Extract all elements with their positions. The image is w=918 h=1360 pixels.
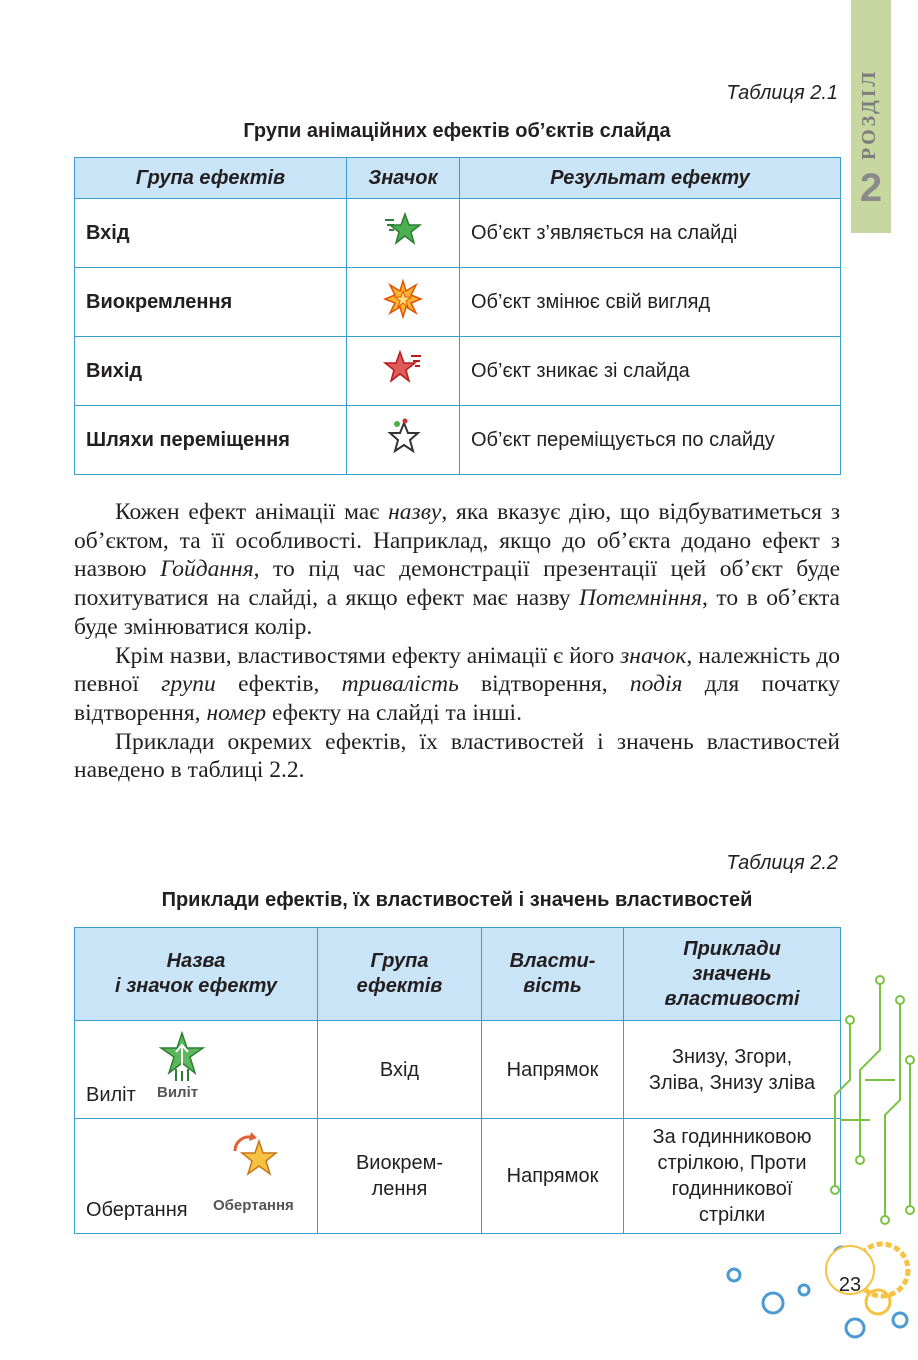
chapter-tab-word: РОЗДІЛ <box>858 68 880 160</box>
table2-title: Приклади ефектів, їх властивостей і значень властивостей <box>161 889 753 911</box>
effect-cell <box>75 1021 318 1119</box>
table2-header-property: Власти- вість <box>482 928 624 1021</box>
green-star-entrance-icon <box>383 210 423 250</box>
paragraph-1: Кожен ефект анімації має назву, яка вказує дію, що відбуватиметься з об’єктом, та її особливості. Наприклад, якщо до об’єкта додано ефект з назвою Гойдання, то під час демонстрації презентації цей об’єкт буде похитуватися на слайді, а якщо ефект має назву Потемніння, то в об’єкта буде змінюватися колір. <box>74 499 841 640</box>
table2-header-name: Назва і значок ефекту <box>75 928 318 1021</box>
effect-property: Напрямок <box>482 1119 624 1234</box>
table1-result-cell: Об’єкт з’являється на слайді <box>460 199 841 268</box>
paragraph-2: Крім назви, властивостями ефекту анімації є його значок, належність до певної групи ефектів, тривалість відтворення, подія для початку відтворення, номер ефекту на слайді та інші. <box>74 642 840 726</box>
table-row <box>75 268 841 337</box>
effect-group: Вхід <box>318 1021 482 1119</box>
outline-star-motion-path-icon <box>383 417 423 457</box>
page-number: 23 <box>838 1274 862 1296</box>
table1-header-result: Результат ефекту <box>460 158 841 199</box>
table1-group-cell: Вхід <box>75 199 347 268</box>
table2-header-group: Група ефектів <box>318 928 482 1021</box>
table-row <box>75 337 841 406</box>
chapter-tab-number: 2 <box>859 166 883 210</box>
effect-values: Знизу, Згори, Зліва, Знизу зліва <box>624 1021 841 1119</box>
effect-property: Напрямок <box>482 1021 624 1119</box>
effect-name: Обертання <box>86 1199 188 1221</box>
effect-values: За годинниковою стрілкою, Проти годинникової стрілки <box>624 1119 841 1234</box>
table1-group-cell: Виокремлення <box>75 268 347 337</box>
green-star-fly-in-icon <box>157 1031 207 1083</box>
effect-cell <box>75 1119 318 1234</box>
table1-result-cell: Об’єкт переміщується по слайду <box>460 406 841 475</box>
table1-header-row <box>75 158 841 199</box>
yellow-star-spin-icon <box>229 1131 281 1183</box>
table-row <box>75 406 841 475</box>
effect-icon-label: Виліт <box>157 1084 199 1101</box>
effect-group: Виокрем- лення <box>318 1119 482 1234</box>
table1-caption: Таблиця 2.1 <box>726 82 838 104</box>
table1-header-group: Група ефектів <box>75 158 347 199</box>
effect-icon-label: Обертання <box>213 1197 294 1214</box>
paragraph-3: Приклади окремих ефектів, їх властивостей і значень властивостей наведено в таблиці 2.2. <box>74 728 840 784</box>
circuit-decoration <box>700 960 918 1360</box>
body-text <box>74 498 840 785</box>
table1-result-cell: Об’єкт змінює свій вигляд <box>460 268 841 337</box>
table1-group-cell: Шляхи переміщення <box>75 406 347 475</box>
table1-group-cell: Вихід <box>75 337 347 406</box>
table1 <box>74 157 841 475</box>
table1-header-icon: Значок <box>347 158 460 199</box>
table-row <box>75 199 841 268</box>
table1-title: Групи анімаційних ефектів об’єктів слайда <box>243 120 671 142</box>
table1-result-cell: Об’єкт зникає зі слайда <box>460 337 841 406</box>
chapter-tab <box>851 0 891 233</box>
table2-caption: Таблиця 2.2 <box>726 852 838 874</box>
effect-name: Виліт <box>86 1084 136 1106</box>
orange-star-emphasis-icon <box>383 279 423 319</box>
red-star-exit-icon <box>383 348 423 388</box>
table2-header-values: Приклади значень властивості <box>624 928 841 1021</box>
